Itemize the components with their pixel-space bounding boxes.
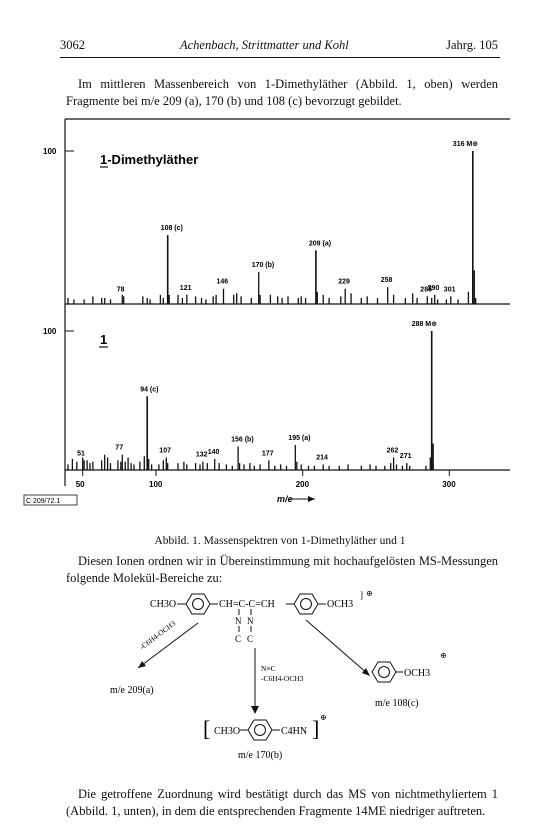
peak-label-195: 195 (a) <box>288 435 311 442</box>
peak-label-214: 214 <box>316 454 328 462</box>
parent-chain: CH=C-C=CH <box>219 599 275 610</box>
peak-label-288: 288 M⊕ <box>411 321 438 328</box>
y-label-bottom: 100 <box>43 327 57 336</box>
peak-label-140: 140 <box>207 448 220 456</box>
arrow-to-c <box>306 620 368 674</box>
page-number: 3062 <box>60 38 85 52</box>
x-tick-label-300: 300 <box>442 480 456 489</box>
benzene-ring-right <box>294 594 318 614</box>
peak-label-121: 121 <box>179 284 192 292</box>
parent-ch3o: CH3O <box>150 599 177 610</box>
fragment-c-label: m/e 108(c) <box>375 698 419 709</box>
atom-c2: C <box>247 634 254 644</box>
peak-label-170: 170 (b) <box>251 261 275 269</box>
compound-label-top: 1-Dimethyläther <box>100 152 199 167</box>
running-head-authors: Achenbach, Strittmatter und Kohl <box>180 38 349 52</box>
x-tick-label-50: 50 <box>75 480 85 489</box>
compound-label-bottom: 1 <box>100 332 108 347</box>
fragment-c-charge: ⊕ <box>440 651 447 660</box>
fragmentation-scheme <box>80 588 480 774</box>
fragment-b-ch3o: CH3O <box>214 726 241 737</box>
fragment-b-c4hn: C4HN <box>281 726 308 737</box>
intro-paragraph: Im mittleren Massenbereich von 1-Dimethyläther (Abbild. 1, oben) werden Fragmente bei m/e 209 (a), 170 (b) und 108 (c) bevorzugt gebildet. <box>66 77 498 108</box>
peak-label-262: 262 <box>386 447 399 455</box>
peak-label-51: 51 <box>77 450 85 458</box>
fragment-b-ring <box>248 720 272 740</box>
fragment-c-ring <box>372 662 396 682</box>
loss-left-label: -C6H4-OCH3 <box>137 618 178 652</box>
figure-code: C 209/72.1 <box>26 498 61 505</box>
atom-c1: C <box>235 634 242 644</box>
fragment-b-bracket-right: ] <box>312 716 320 741</box>
peak-label-146: 146 <box>216 278 229 286</box>
arrowhead-b <box>251 706 259 714</box>
x-axis-arrowhead <box>308 496 315 502</box>
x-axis-label: m/e <box>277 494 293 504</box>
peak-label-290: 290 <box>427 284 440 292</box>
x-axis-ticks <box>76 470 456 489</box>
fragment-c-och3: OCH3 <box>404 668 431 679</box>
benzene-ring-left <box>186 594 210 614</box>
peak-label-94: 94 (c) <box>140 386 159 394</box>
x-tick-label-200: 200 <box>295 480 310 489</box>
peak-label-301: 301 <box>443 286 456 294</box>
peak-label-77: 77 <box>115 444 124 452</box>
header-rule <box>60 57 500 58</box>
peak-label-108: 108 (c) <box>160 225 183 233</box>
peak-label-177: 177 <box>261 450 274 458</box>
peak-label-258: 258 <box>380 277 393 285</box>
peak-label-209: 209 (a) <box>308 240 332 248</box>
parent-charge-symbol: ⊕ <box>366 589 373 598</box>
peak-label-316: 316 M⊕ <box>452 141 479 148</box>
figure-caption: Abbild. 1. Massenspektren von 1-Dimethyläther und 1 <box>154 535 406 547</box>
peak-label-271: 271 <box>399 453 412 461</box>
fragment-a-label: m/e 209(a) <box>110 685 154 696</box>
peak-label-132: 132 <box>195 451 208 459</box>
peak-label-229: 229 <box>338 278 350 286</box>
parent-charge: ] <box>360 590 363 600</box>
assignment-paragraph: Diesen Ionen ordnen wir in Übereinstimmung mit hochaufgelösten MS-Messungen folgende Molekül-Bereiche zu: <box>66 554 498 585</box>
mass-spectra-figure <box>26 114 520 524</box>
loss-mid-label-1: N≡C <box>261 664 276 673</box>
spectrum-bottom <box>68 321 437 470</box>
fragment-b-charge: ⊕ <box>320 713 327 722</box>
arrowhead-a <box>138 661 146 668</box>
closing-paragraph: Die getroffene Zuordnung wird bestätigt durch das MS von nichtmethyliertem 1 (Abbild. 1, unten), in dem die entsprechenden Fragmente 14ME niedriger auftreten. <box>66 787 498 818</box>
peak-label-156: 156 (b) <box>231 436 254 444</box>
fragment-b-label: m/e 170(b) <box>238 750 283 761</box>
parent-och3: OCH3 <box>327 599 354 610</box>
y-label-top: 100 <box>43 147 57 156</box>
atom-n1: N <box>235 616 242 626</box>
journal-volume: Jahrg. 105 <box>446 38 498 52</box>
peak-label-285: 285 <box>420 286 432 294</box>
loss-mid-label-2: -C6H4-OCH3 <box>261 674 304 683</box>
atom-n2: N <box>247 616 254 626</box>
fragment-b-bracket-left: [ <box>203 716 211 741</box>
x-tick-label-100: 100 <box>149 480 163 489</box>
peak-label-78: 78 <box>116 286 125 294</box>
peak-label-107: 107 <box>159 447 171 455</box>
